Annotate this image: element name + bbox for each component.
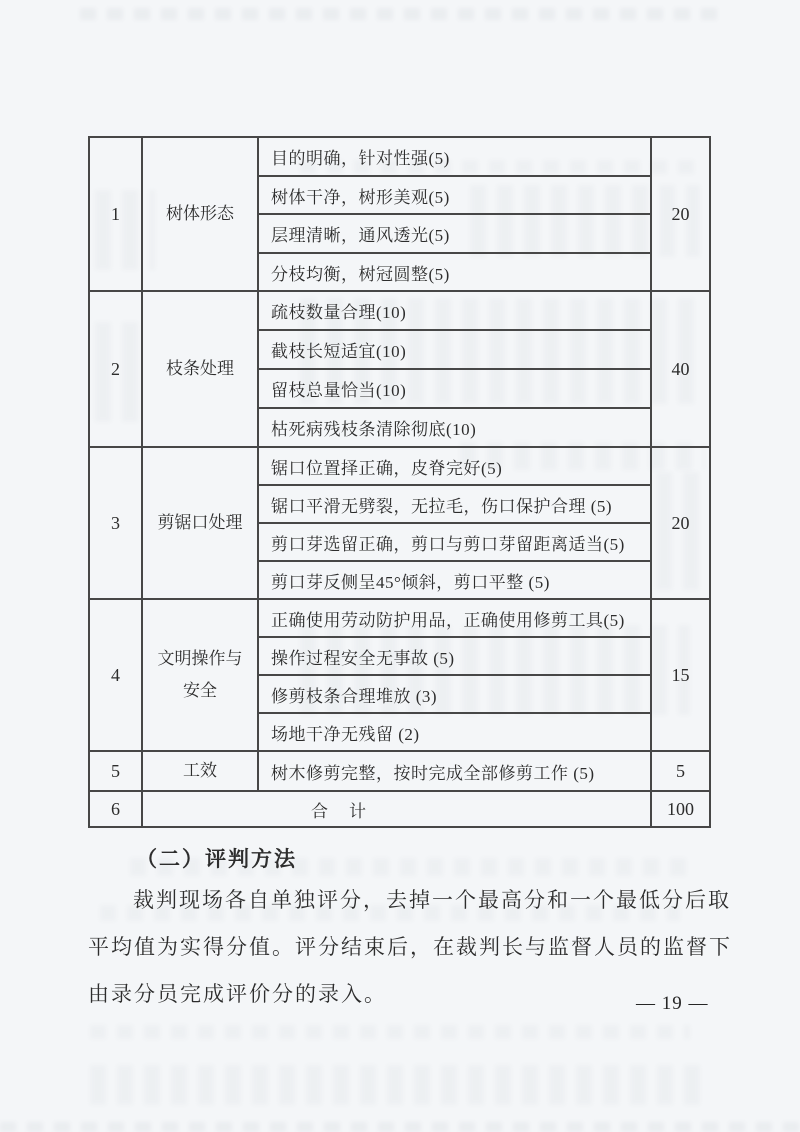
row-number-cell: 3 [89, 447, 142, 599]
item-cell: 层理清晰，通风透光(5) [258, 214, 651, 253]
total-label-cell: 合 计 [142, 791, 651, 827]
row-number-cell: 4 [89, 599, 142, 751]
row-number-cell: 6 [89, 791, 142, 827]
row-number-cell: 2 [89, 291, 142, 447]
score-cell: 20 [651, 137, 710, 291]
page-number: — 19 — [636, 993, 709, 1014]
row-number-cell: 5 [89, 751, 142, 791]
table-row [89, 599, 710, 637]
item-cell: 截枝长短适宜(10) [258, 330, 651, 369]
item-cell: 目的明确，针对性强(5) [258, 137, 651, 176]
table-row [89, 291, 710, 330]
paragraph-line: 平均值为实得分值。评分结束后，在裁判长与监督人员的监督下 [88, 935, 732, 959]
category-cell: 枝条处理 [142, 291, 258, 447]
table-row [89, 751, 710, 791]
item-cell: 树体干净，树形美观(5) [258, 176, 651, 214]
bleed-through-artifact [90, 1065, 700, 1105]
scan-edge-artifact [0, 1122, 800, 1132]
score-cell: 40 [651, 291, 710, 447]
score-cell: 15 [651, 599, 710, 751]
table-row [89, 791, 710, 827]
item-cell: 锯口平滑无劈裂，无拉毛，伤口保护合理 (5) [258, 485, 651, 523]
bleed-through-artifact [90, 1025, 690, 1039]
category-cell: 树体形态 [142, 137, 258, 291]
scoring-criteria-table [88, 136, 711, 828]
bleed-through-artifact [80, 8, 720, 20]
item-cell: 疏枝数量合理(10) [258, 291, 651, 330]
paragraph-line: 由录分员完成评价分的录入。 [88, 982, 387, 1006]
category-cell: 剪锯口处理 [142, 447, 258, 599]
item-cell: 分枝均衡，树冠圆整(5) [258, 253, 651, 291]
table-row [89, 447, 710, 485]
table-row [89, 137, 710, 176]
item-cell: 场地干净无残留 (2) [258, 713, 651, 751]
item-cell: 剪口芽选留正确，剪口与剪口芽留距离适当(5) [258, 523, 651, 561]
item-cell: 操作过程安全无事故 (5) [258, 637, 651, 675]
category-cell: 工效 [142, 751, 258, 791]
item-cell: 树木修剪完整，按时完成全部修剪工作 (5) [258, 751, 651, 791]
item-cell: 正确使用劳动防护用品，正确使用修剪工具(5) [258, 599, 651, 637]
item-cell: 留枝总量恰当(10) [258, 369, 651, 408]
category-cell: 文明操作与安全 [142, 599, 258, 751]
score-cell: 5 [651, 751, 710, 791]
score-cell: 20 [651, 447, 710, 599]
section-heading: （二）评判方法 [136, 847, 297, 871]
row-number-cell: 1 [89, 137, 142, 291]
item-cell: 锯口位置择正确，皮脊完好(5) [258, 447, 651, 485]
score-cell: 100 [651, 791, 710, 827]
item-cell: 修剪枝条合理堆放 (3) [258, 675, 651, 713]
item-cell: 枯死病残枝条清除彻底(10) [258, 408, 651, 447]
paragraph-line: 裁判现场各自单独评分，去掉一个最高分和一个最低分后取 [133, 888, 731, 912]
item-cell: 剪口芽反侧呈45°倾斜，剪口平整 (5) [258, 561, 651, 599]
